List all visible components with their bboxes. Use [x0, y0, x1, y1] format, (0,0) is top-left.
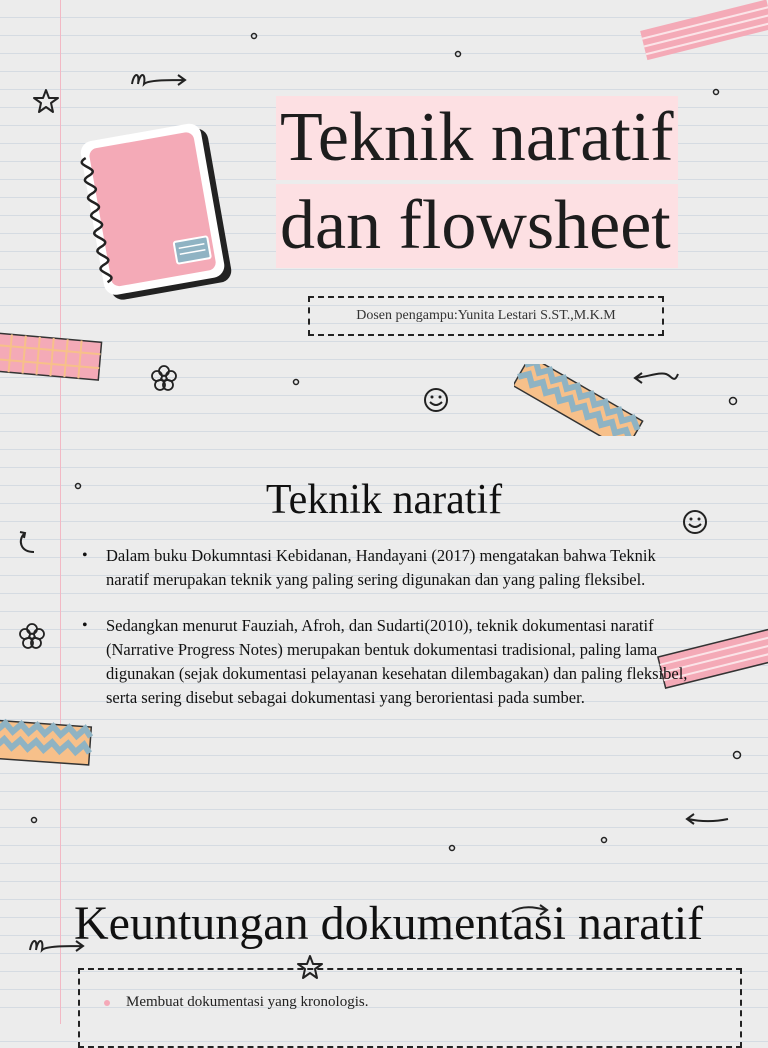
title-line-2: dan flowsheet	[276, 184, 678, 268]
advantages-box	[78, 968, 742, 1048]
section-heading: Teknik naratif	[265, 477, 503, 523]
advantage-text: Membuat dokumentasi yang kronologis.	[126, 994, 369, 1010]
curved-arrow-icon	[14, 526, 42, 556]
dot-icon	[292, 378, 300, 386]
lecturer-text: Dosen pengampu:Yunita Lestari S.ST.,M.K.M	[356, 308, 616, 323]
advantages-heading: Keuntungan dokumentasi naratif	[74, 897, 704, 950]
notebook-icon	[76, 116, 244, 306]
dot-icon	[454, 50, 462, 58]
bullet-text: Sedangkan menurut Fauziah, Afroh, dan Sudarti(2010), teknik dokumentasi naratif (Narrative Progress Notes) merupakan bentuk dokumentasi tradisional, paling lama digunakan (sejak dokumentasi pelayanan kesehatan dilembagakan) dan paling fleksibel, serta sering disebut sebagai dokumentasi yang berorientasi pada sumber.	[106, 616, 688, 707]
list-item	[104, 994, 368, 1011]
washi-tape-zigzag-mid	[514, 364, 644, 436]
star-icon	[32, 88, 60, 114]
dot-icon	[448, 844, 456, 852]
arrow-icon	[630, 366, 684, 390]
flower-icon	[18, 622, 46, 650]
flower-icon	[150, 364, 178, 392]
bullet-marker: •	[82, 547, 88, 564]
dot-icon	[30, 816, 38, 824]
dot-icon	[600, 836, 608, 844]
bullet-list	[80, 544, 690, 732]
bullet-dot-icon	[104, 1000, 110, 1006]
dot-icon	[712, 88, 720, 96]
bullet-marker: •	[82, 617, 88, 634]
washi-tape-top-right	[636, 0, 768, 62]
dot-icon	[732, 750, 742, 760]
washi-tape-left	[0, 328, 104, 388]
slide-title	[276, 96, 678, 272]
dot-icon	[728, 396, 738, 406]
bullet-text: Dalam buku Dokumntasi Kebidanan, Handayani (2017) mengatakan bahwa Teknik naratif merupakan teknik yang paling sering digunakan dan yang paling fleksibel.	[106, 546, 656, 589]
smiley-icon	[422, 386, 450, 414]
arrow-icon	[128, 68, 190, 92]
arrow-icon	[682, 808, 732, 830]
list-item	[80, 544, 690, 592]
title-line-1: Teknik naratif	[276, 96, 678, 180]
lecturer-box	[308, 296, 664, 336]
dot-icon	[250, 32, 258, 40]
list-item	[80, 614, 690, 710]
